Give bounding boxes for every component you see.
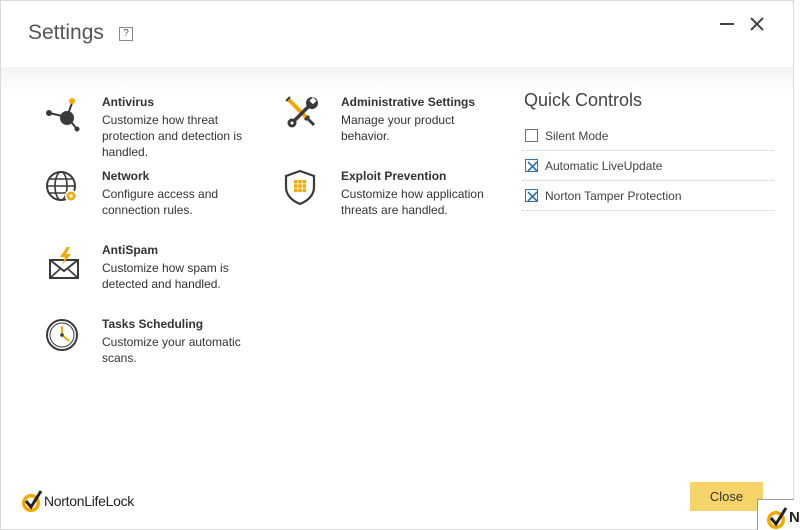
item-description: Customize your automatic scans. bbox=[102, 335, 241, 365]
item-name: Tasks Scheduling bbox=[102, 317, 204, 331]
corner-badge-text: N bbox=[789, 509, 800, 526]
checkmark-x-icon bbox=[527, 191, 538, 202]
quick-control-label: Silent Mode bbox=[545, 129, 609, 143]
nortonlifelock-logo bbox=[21, 489, 161, 515]
shield-grid-icon bbox=[284, 169, 320, 205]
item-name: Network bbox=[102, 169, 150, 183]
quick-control-tamper-protection[interactable] bbox=[522, 181, 774, 211]
automatic-liveupdate-checkbox[interactable] bbox=[525, 159, 538, 172]
item-description: Manage your product behavior. bbox=[341, 113, 455, 143]
quick-control-label: Norton Tamper Protection bbox=[545, 189, 682, 203]
wrench-screwdriver-icon bbox=[284, 95, 320, 131]
envelope-lightning-icon bbox=[45, 243, 81, 279]
close-button[interactable]: Close bbox=[690, 482, 763, 511]
item-description: Customize how application threats are handled. bbox=[341, 187, 484, 217]
quick-control-silent-mode[interactable] bbox=[522, 121, 774, 151]
logo-text: NortonLifeLock bbox=[44, 493, 134, 509]
close-icon bbox=[746, 13, 768, 35]
title-bar bbox=[1, 1, 793, 67]
item-description: Customize how threat protection and detection is handled. bbox=[102, 113, 243, 159]
minimize-button[interactable] bbox=[716, 13, 738, 35]
quick-control-label: Automatic LiveUpdate bbox=[545, 159, 663, 173]
help-button[interactable]: ? bbox=[119, 27, 133, 41]
quick-control-automatic-liveupdate[interactable] bbox=[522, 151, 774, 181]
antivirus-virus-icon bbox=[45, 95, 81, 131]
checkmark-x-icon bbox=[527, 161, 538, 172]
clock-icon bbox=[45, 317, 81, 353]
item-name: Antivirus bbox=[102, 95, 155, 109]
item-name: AntiSpam bbox=[102, 243, 159, 257]
item-description: Configure access and connection rules. bbox=[102, 187, 219, 217]
norton-check-icon bbox=[765, 506, 789, 530]
quick-controls-list bbox=[522, 121, 774, 211]
window-close-button[interactable] bbox=[746, 13, 768, 35]
globe-gear-icon bbox=[45, 169, 81, 205]
item-name: Administrative Settings bbox=[341, 95, 476, 109]
item-description: Customize how spam is detected and handled. bbox=[102, 261, 229, 291]
minimize-icon bbox=[716, 13, 738, 35]
item-name: Exploit Prevention bbox=[341, 169, 447, 183]
page-title: Settings bbox=[28, 21, 104, 44]
silent-mode-checkbox[interactable] bbox=[525, 129, 538, 142]
tamper-protection-checkbox[interactable] bbox=[525, 189, 538, 202]
norton-corner-badge bbox=[757, 499, 800, 530]
quick-controls-title: Quick Controls bbox=[524, 90, 643, 110]
norton-check-icon bbox=[21, 489, 43, 513]
